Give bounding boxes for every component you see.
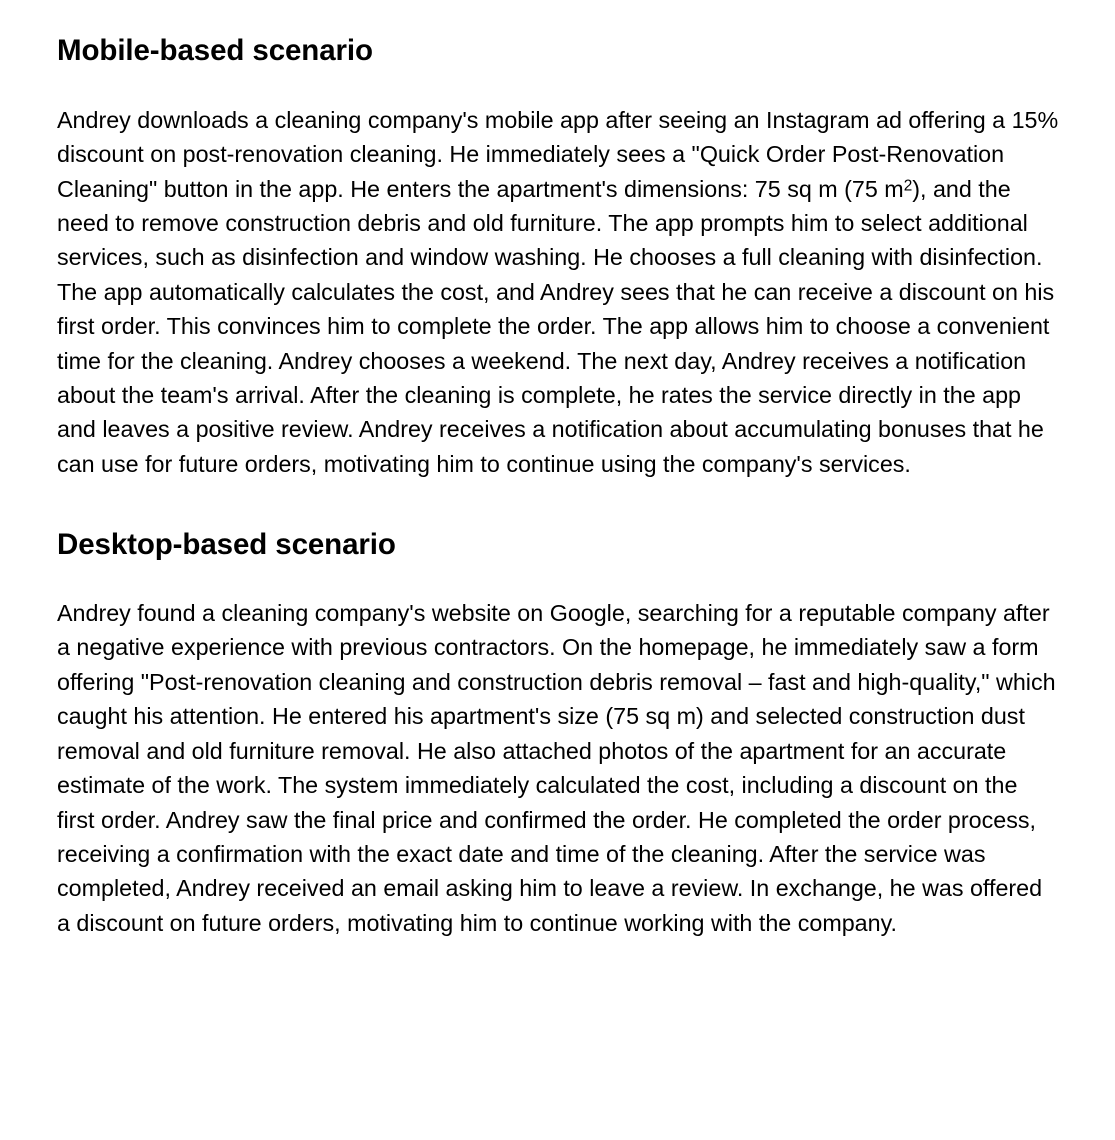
section-desktop-based-scenario [57, 481, 1060, 940]
section-mobile-based-scenario [57, 1, 1060, 481]
heading-desktop-based-scenario: Desktop-based scenario [57, 528, 396, 562]
heading-mobile-based-scenario: Mobile-based scenario [57, 34, 373, 67]
paragraph-text-part-2: ), and the need to remove construction debris and old furniture. The app prompts him to select additional services, such as disinfection and window washing. He chooses a full cleaning with disinfection. The app automatically calculates the cost, and Andrey sees that he can receive a discount on his first order. This convinces him to complete the order. The app allows him to choose a convenient time for the cleaning. Andrey chooses a weekend. The next day, Andrey receives a notification about the team's arrival. After the cleaning is complete, he rates the service directly in the app and leaves a positive review. Andrey receives a notification about accumulating bonuses that he can use for future orders, motivating him to continue using the company's services. [57, 175, 1055, 477]
paragraph-desktop-based-scenario: Andrey found a cleaning company's website on Google, searching for a reputable company after a negative experience with previous contractors. On the homepage, he immediately saw a form offering "Post-renovation cleaning and construction debris removal – fast and high-quality," which caught his attention. He entered his apartment's size (75 sq m) and selected construction dust removal and old furniture removal. He also attached photos of the apartment for an accurate estimate of the work. The system immediately calculated the cost, including a discount on the first order. Andrey saw the final price and confirmed the order. He completed the order process, receiving a confirmation with the exact date and time of the cleaning. After the service was completed, Andrey received an email asking him to leave a review. In exchange, he was offered a discount on future orders, motivating him to continue working with the company. [57, 600, 1056, 936]
paragraph-mobile-based-scenario [57, 103, 1060, 481]
square-meter-superscript: 2 [903, 177, 913, 195]
paragraph-text-part-1: Andrey downloads a cleaning company's mobile app after seeing an Instagram ad offering a 15% discount on post-renovation cleaning. He immediately sees a "Quick Order Post-Renovation Cleaning" button in the app. He enters the apartment's dimensions: 75 sq m (75 m [57, 106, 1059, 202]
